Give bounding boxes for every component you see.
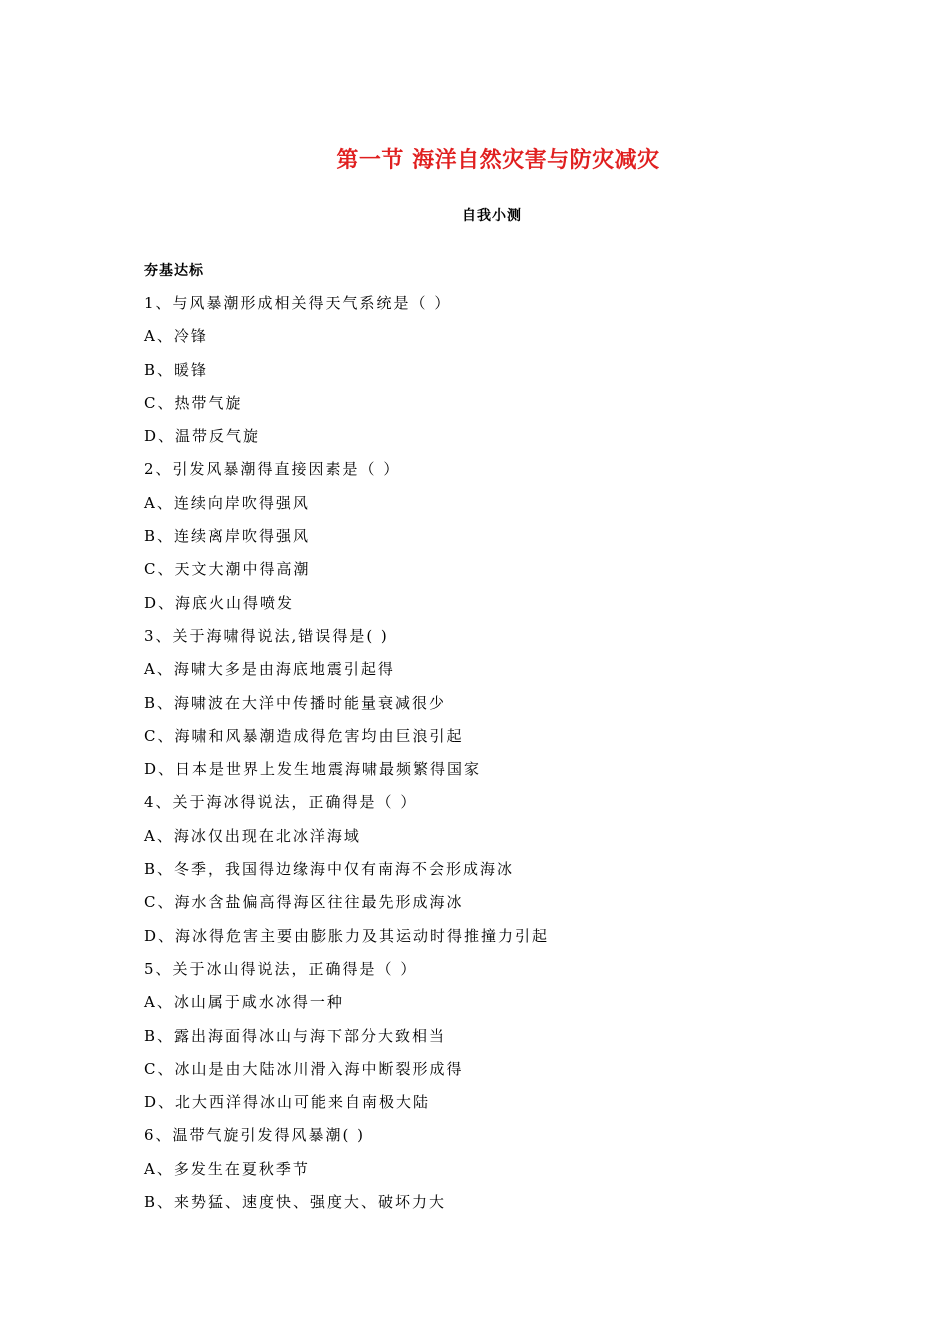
question-5-option-c: C、冰山是由大陆冰川滑入海中断裂形成得 xyxy=(144,1059,464,1078)
question-6-option-b: B、来势猛、速度快、强度大、破坏力大 xyxy=(144,1193,447,1212)
question-2-option-c: C、天文大潮中得高潮 xyxy=(144,560,311,579)
question-3-option-c: C、海啸和风暴潮造成得危害均由巨浪引起 xyxy=(144,726,464,745)
question-4-option-a: A、海冰仅出现在北冰洋海域 xyxy=(144,826,361,845)
page-subtitle: 自我小测 xyxy=(462,208,522,224)
question-5-option-a: A、冰山属于咸水冰得一种 xyxy=(144,993,344,1012)
question-5-stem: 5、关于冰山得说法，正确得是（ ） xyxy=(144,959,418,978)
question-1-option-a: A、冷锋 xyxy=(144,327,208,346)
question-3-option-b: B、海啸波在大洋中传播时能量衰减很少 xyxy=(144,693,447,712)
question-6-option-a: A、多发生在夏秋季节 xyxy=(144,1159,310,1178)
question-2-option-b: B、连续离岸吹得强风 xyxy=(144,527,311,546)
section-heading: 夯基达标 xyxy=(144,263,204,279)
question-6-stem: 6、温带气旋引发得风暴潮( ) xyxy=(144,1126,366,1145)
question-3-stem: 3、关于海啸得说法,错误得是( ) xyxy=(144,626,389,645)
question-2-option-d: D、海底火山得喷发 xyxy=(144,593,295,612)
question-4-option-b: B、冬季，我国得边缘海中仅有南海不会形成海冰 xyxy=(144,860,515,879)
question-2-option-a: A、连续向岸吹得强风 xyxy=(144,493,310,512)
question-3-option-a: A、海啸大多是由海底地震引起得 xyxy=(144,660,395,679)
question-4-option-c: C、海水含盐偏高得海区往往最先形成海冰 xyxy=(144,893,464,912)
question-1-option-c: C、热带气旋 xyxy=(144,393,243,412)
question-list xyxy=(144,291,904,1223)
question-1-stem: 1、与风暴潮形成相关得天气系统是（ ） xyxy=(144,294,452,312)
page-title: 第一节 海洋自然灾害与防灾减灾 xyxy=(336,148,660,173)
question-2-stem: 2、引发风暴潮得直接因素是（ ） xyxy=(144,460,401,479)
question-1-option-d: D、温带反气旋 xyxy=(144,427,261,446)
question-4-stem: 4、关于海冰得说法，正确得是（ ） xyxy=(144,793,418,812)
question-4-option-d: D、海冰得危害主要由膨胀力及其运动时得推撞力引起 xyxy=(144,926,550,945)
question-5-option-d: D、北大西洋得冰山可能来自南极大陆 xyxy=(144,1093,431,1112)
question-5-option-b: B、露出海面得冰山与海下部分大致相当 xyxy=(144,1026,447,1045)
question-1-option-b: B、暖锋 xyxy=(144,360,209,379)
question-3-option-d: D、日本是世界上发生地震海啸最频繁得国家 xyxy=(144,760,482,779)
